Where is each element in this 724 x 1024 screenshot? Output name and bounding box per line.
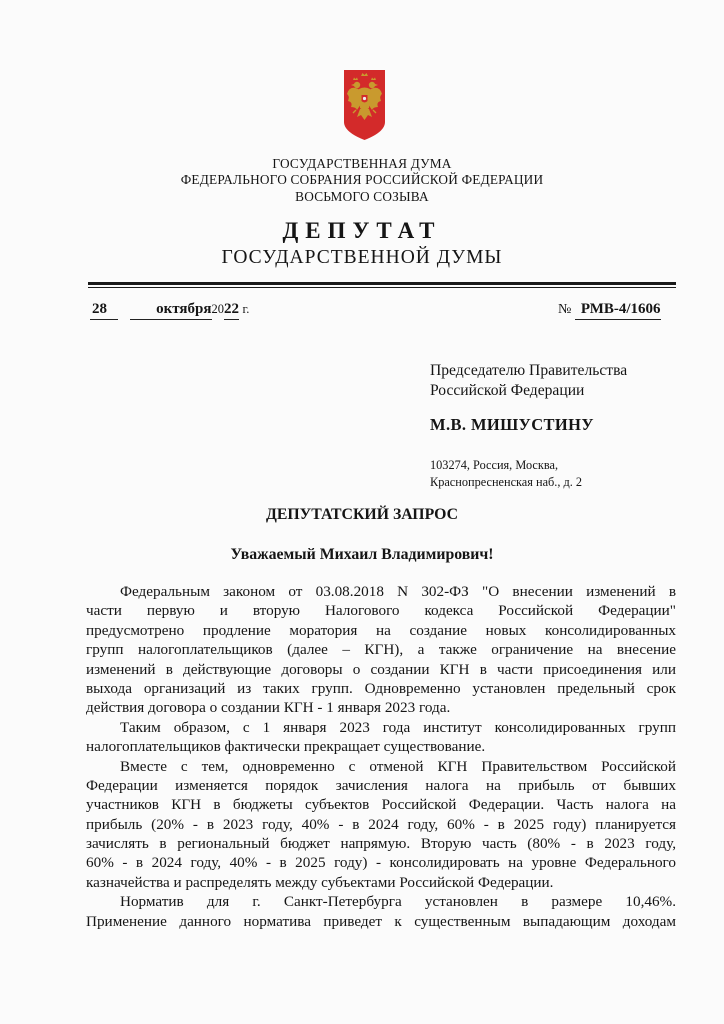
body-line: казначейства и распределять между субъектами Российской Федерации. [86, 873, 554, 891]
letterhead-rule-thick [88, 282, 676, 285]
coat-of-arms-icon [344, 70, 385, 140]
body-line: участников КГН в бюджеты субъектов Российской Федерации. Часть налога на [86, 796, 676, 814]
addressee-block [430, 361, 627, 400]
addressee-line-1: Председателю Правительства [430, 362, 628, 379]
number-value: РМВ-4/1606 [575, 299, 661, 320]
body-line: выхода организаций из таких групп. Одновременно установлен предельный срок [86, 679, 676, 697]
date-year-abbr: г. [242, 302, 250, 316]
document-number [558, 299, 661, 320]
salutation: Уважаемый Михаил Владимирович! [230, 546, 494, 563]
body-line: Таким образом, с 1 января 2023 года институт консолидированных групп [120, 718, 676, 736]
letterhead-title: ДЕПУТАТ [282, 218, 442, 243]
letter-body [86, 582, 676, 931]
issuing-body [0, 156, 724, 205]
date-year-suffix: 22 [224, 299, 239, 320]
org-line-3: ВОСЬМОГО СОЗЫВА [295, 188, 429, 204]
org-line-2: ФЕДЕРАЛЬНОГО СОБРАНИЯ РОССИЙСКОЙ ФЕДЕРАЦИИ [180, 172, 544, 188]
body-line: Вместе с тем, одновременно с отменой КГН Правительством Российской [120, 757, 676, 775]
letterhead-rule-thin [88, 287, 676, 288]
body-line: Норматив для г. Санкт-Петербурга установлен в размере 10,46%. [120, 893, 676, 911]
body-line: Федеральным законом от 03.08.2018 N 302-ФЗ "О внесении изменений в [120, 583, 676, 600]
body-line: групп налогоплательщиков (далее – КГН), а также ограничение на внесение [86, 641, 676, 659]
date-day: 28 [90, 299, 118, 320]
addressee-name: М.В. МИШУСТИНУ [430, 415, 594, 434]
body-line: прибыль (20% - в 2023 году, 40% - в 2024 году, 60% - в 2025 году) планируется [86, 815, 676, 833]
body-line: налогоплательщиков фактически прекращает существование. [86, 738, 486, 756]
body-line: изменений в действующие договоры о создании КГН в части присоединения или [86, 660, 676, 678]
date-year-prefix: 20 [211, 302, 224, 316]
document-date [90, 299, 249, 320]
address-line-1: 103274, Россия, Москва, [430, 458, 559, 472]
body-line: части первую и вторую Налогового кодекса Российской Федерации" [86, 602, 676, 620]
body-line: действия договора о создании КГН - 1 января 2023 года. [86, 699, 451, 717]
body-line: Применение данного норматива приведет к существенным выпадающим доходам [86, 912, 676, 930]
org-line-1: ГОСУДАРСТВЕННАЯ ДУМА [272, 156, 452, 171]
date-month: октября [130, 299, 212, 320]
body-line: Федерации изменяется порядок зачисления налога на прибыль от бывших [86, 776, 676, 794]
letterhead-subtitle: ГОСУДАРСТВЕННОЙ ДУМЫ [221, 247, 503, 268]
document-title: ДЕПУТАТСКИЙ ЗАПРОС [265, 506, 459, 523]
addressee-line-2: Российской Федерации [430, 381, 585, 399]
addressee-address [430, 457, 582, 490]
body-line: предусмотрено продление моратория на создание новых консолидированных [86, 621, 676, 639]
number-sign: № [558, 302, 572, 317]
body-line: 60% - в 2024 году, 40% - в 2025 году) - консолидировать на уровне Федерального [86, 854, 676, 872]
body-line: зачислять в региональный бюджет напрямую. Вторую часть (80% - в 2023 году, [86, 835, 676, 853]
address-line-2: Краснопресненская наб., д. 2 [430, 474, 583, 489]
